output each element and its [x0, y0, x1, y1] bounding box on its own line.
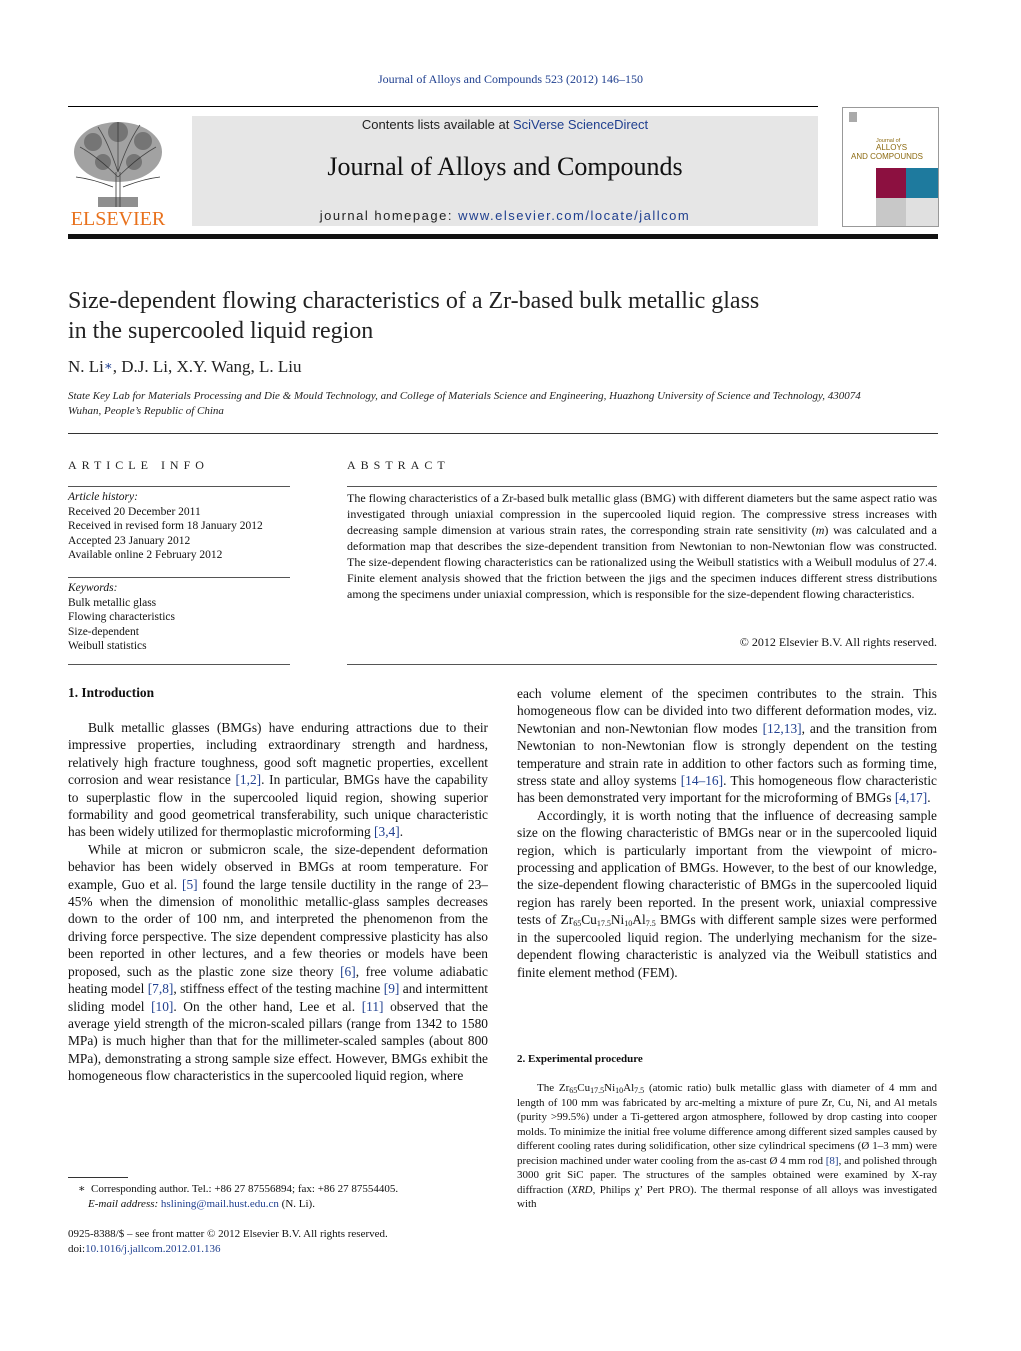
author-rest: , D.J. Li, X.Y. Wang, L. Liu [112, 357, 302, 376]
citation-link[interactable]: [1,2] [235, 772, 262, 788]
affiliation-line-1: State Key Lab for Materials Processing and Die & Mould Technology, and College of Materials Science and Engineering, Huazhong University of Science and Technology, 430074 [68, 390, 861, 402]
article-info-heading: ARTICLE INFO [68, 458, 209, 472]
corresponding-author-mark[interactable]: ∗ [103, 358, 113, 373]
copyright: © 2012 Elsevier B.V. All rights reserved. [739, 635, 937, 649]
body-column-right [517, 685, 937, 981]
citation-link[interactable]: [7,8] [147, 981, 174, 997]
journal-title: Journal of Alloys and Compounds [327, 152, 683, 181]
article-info-rule [68, 664, 290, 665]
journal-citation-link[interactable]: Journal of Alloys and Compounds 523 (2012) 146–150 [378, 72, 643, 86]
citation-link[interactable]: [6] [340, 963, 356, 979]
history-item: Received in revised form 18 January 2012 [68, 520, 263, 532]
keyword-item: Weibull statistics [68, 640, 147, 652]
svg-text:ELSEVIER: ELSEVIER [70, 208, 166, 229]
affiliation-line-2: Wuhan, People’s Republic of China [68, 404, 224, 417]
contents-prefix: Contents lists available at [361, 117, 513, 132]
journal-cover-thumbnail[interactable] [842, 107, 939, 227]
abstract-rule [347, 486, 937, 487]
citation-link[interactable]: [5] [182, 876, 198, 892]
email-link[interactable]: hslining@mail.hust.edu.cn [160, 1197, 279, 1210]
journal-homepage [192, 208, 818, 223]
citation-link[interactable]: [4,17] [894, 790, 928, 806]
article-info-rule [68, 486, 290, 487]
section-heading-introduction: 1. Introduction [68, 685, 155, 700]
section-heading-experimental: 2. Experimental procedure [517, 1053, 643, 1065]
homepage-link[interactable]: www.elsevier.com/locate/jallcom [458, 208, 691, 223]
front-matter [68, 1227, 488, 1256]
doi-link[interactable]: 10.1016/j.jallcom.2012.01.136 [85, 1242, 221, 1255]
keyword-item: Flowing characteristics [68, 611, 175, 623]
history-item: Available online 2 February 2012 [68, 549, 223, 561]
issn-line: 0925-8388/$ – see front matter © 2012 Elsevier B.V. All rights reserved. [68, 1228, 388, 1240]
intro-paragraph-4: Accordingly, it is worth noting that the influence of decreasing sample size on the flowing characteristic of BMGs near or in the supercooled liquid region, which is particularly important from the viewpoint of micro-processing and application of BMGs. However, to the best of our knowledge, the size-dependent flowing characteristic of BMGs in the supercooled liquid region has rarely been reported. In the present work, uniaxial compressive tests of $Zr_{65}Cu_{17.5}Ni_{10}Al_{7.5}$ BMGs with different sample sizes were performed in the supercooled liquid region. The underlying mechanism for the size-dependent flowing characteristic is analyzed via the Weibull statistics and finite element method (FEM). [517, 807, 937, 980]
article-title [68, 286, 928, 346]
citation-link[interactable]: [11] [361, 998, 384, 1014]
experimental-paragraph: The $Zr_{65}Cu_{17.5}Ni_{10}Al_{7.5}$ (atomic ratio) bulk metallic glass with diameter of 4 mm and length of 100 mm was fabricated by arc-melting a mixture of pure Zr, Cu, Ni, and Al metals (purity >99.5%) under a Ti-gettered argon atmosphere, followed by drop casting into cooper molds. To minimize the initial free volume difference among different sized samples caused by different cooling rates during solidification, other size cylindrical specimens (Ø 1–3 mm) were precision machined under water cooling from the as-cast Ø 4 mm rod [8], and polished through 3000 grit SiC paper. The structures of the samples obtained were examined by X-ray diffraction (XRD, Philips χ’ Pert PRO). The thermal response of all alloys was investigated with [517, 1082, 938, 1210]
citation-link[interactable]: [8] [825, 1154, 839, 1167]
author-list [68, 357, 928, 377]
author-first: N. Li [68, 357, 104, 376]
article-info-rule [68, 577, 290, 578]
header-rule [68, 106, 818, 107]
abstract-rule [347, 664, 937, 665]
homepage-prefix: journal homepage: [319, 208, 459, 223]
history-item: Accepted 23 January 2012 [68, 534, 191, 547]
title-line-1: Size-dependent flowing characteristics of a Zr-based bulk metallic glass [68, 288, 760, 314]
citation-link[interactable]: [10] [151, 998, 174, 1014]
cover-text-2: ALLOYS [876, 143, 908, 152]
keyword-item: Size-dependent [68, 625, 139, 638]
title-line-2: in the supercooled liquid region [68, 318, 374, 344]
abstract-text: The flowing characteristics of a Zr-based bulk metallic glass (BMG) with different diameters but the same aspect ratio was investigated through uniaxial compression in the supercooled liquid region. The compressive stress increases with decreasing sample dimension at various strain rates, the corresponding strain rate sensitivity (m) was calculated and a deformation map that describes the size-dependent transition from Newtonian to non-Newtonian flow was constructed. The size-dependent flowing characteristics can be rationalized using the Weibull statistics with a Weibull modulus of 27.4. Finite element analysis showed that the friction between the jigs and the specimen induces different stress distributions among the specimens under uniaxial compression, which is responsible for the size-dependent flowing characteristics. [347, 491, 938, 601]
intro-paragraph-3: each volume element of the specimen contributes to the strain. This homogeneous flow can be divided into two different deformation modes, viz. Newtonian and non-Newtonian flow modes [12,13], and the transition from Newtonian to non-Newtonian flow is strongly dependent on the testing temperature and strain rate in addition to other factors such as forming time, stress state and alloy systems [14–16]. This homogeneous flow characteristic has been demonstrated very important for the microforming of BMGs [4,17]. [517, 686, 938, 806]
affiliation [68, 389, 938, 418]
keyword-item: Bulk metallic glass [68, 596, 157, 609]
corresponding-author-footnote: ∗ Corresponding author. Tel.: +86 27 87556894; fax: +86 27 87554405. E-mail address: hslining@mail.hust.edu.cn (N. Li). [78, 1183, 399, 1210]
elsevier-logo [68, 117, 168, 229]
cover-text-3: AND COMPOUNDS [851, 152, 924, 161]
citation-link[interactable]: [14–16] [680, 773, 724, 789]
keywords [68, 581, 298, 654]
abstract-heading: ABSTRACT [347, 458, 450, 472]
citation-link[interactable]: [12,13] [762, 720, 802, 736]
doi-line: doi:10.1016/j.jallcom.2012.01.136 [68, 1242, 221, 1255]
intro-paragraph-2: While at micron or submicron scale, the size-dependent deformation behavior has been widely observed in BMGs at room temperature. For example, Guo et al. [5] found the large tensile ductility in the range of 23–45% when the dimension of monolithic metallic-glass samples decreases down to the order of 100 nm, and interpreted the phenomenon from the driving force perspective. The size dependent compressive plasticity has also been reported in other lectures, and a few theories or models have been proposed, such as the plastic zone size theory [6], free volume adiabatic heating model [7,8], stiffness effect of the testing machine [9] and intermittent sliding model [10]. On the other hand, Lee et al. [11] observed that the average yield strength of the micron-scaled pillars (range from 1342 to 1580 MPa) is much higher than that for the millimeter-scaled samples (about 800 MPa), demonstrating a strong sample size effect. However, BMGs exhibit the homogeneous flow characteristics in the supercooled liquid region, where [68, 841, 488, 1084]
citation-link[interactable]: [9] [383, 981, 400, 997]
body-column-left [68, 719, 488, 1085]
history-item: Received 20 December 2011 [68, 505, 201, 518]
footnote-mark: ∗ [78, 1183, 86, 1195]
keywords-label: Keywords: [68, 582, 118, 594]
cover-text-1: Journal of [876, 138, 901, 144]
intro-paragraph-1: Bulk metallic glasses (BMGs) have enduring attractions due to their impressive properties, including extraordinary strength and hardness, relatively high fracture toughness, good soft magnetic properties, excellent corrosion and wear resistance [1,2]. In particular, BMGs have the capability to superplastic flow in the supercooled liquid region, showing superior formability and good geometrical transferability, such unique characteristic has been widely utilized for thermoplastic microforming [3,4]. [68, 720, 488, 840]
email-label: E-mail address: [88, 1197, 161, 1210]
article-history [68, 490, 298, 563]
contents-line [192, 117, 818, 132]
sciencedirect-link[interactable]: SciVerse ScienceDirect [512, 117, 649, 132]
title-divider [68, 433, 938, 434]
citation-link[interactable]: [3,4] [374, 824, 400, 840]
header-thick-rule [68, 234, 938, 239]
footnote-rule [68, 1177, 128, 1178]
history-label: Article history: [68, 491, 138, 503]
